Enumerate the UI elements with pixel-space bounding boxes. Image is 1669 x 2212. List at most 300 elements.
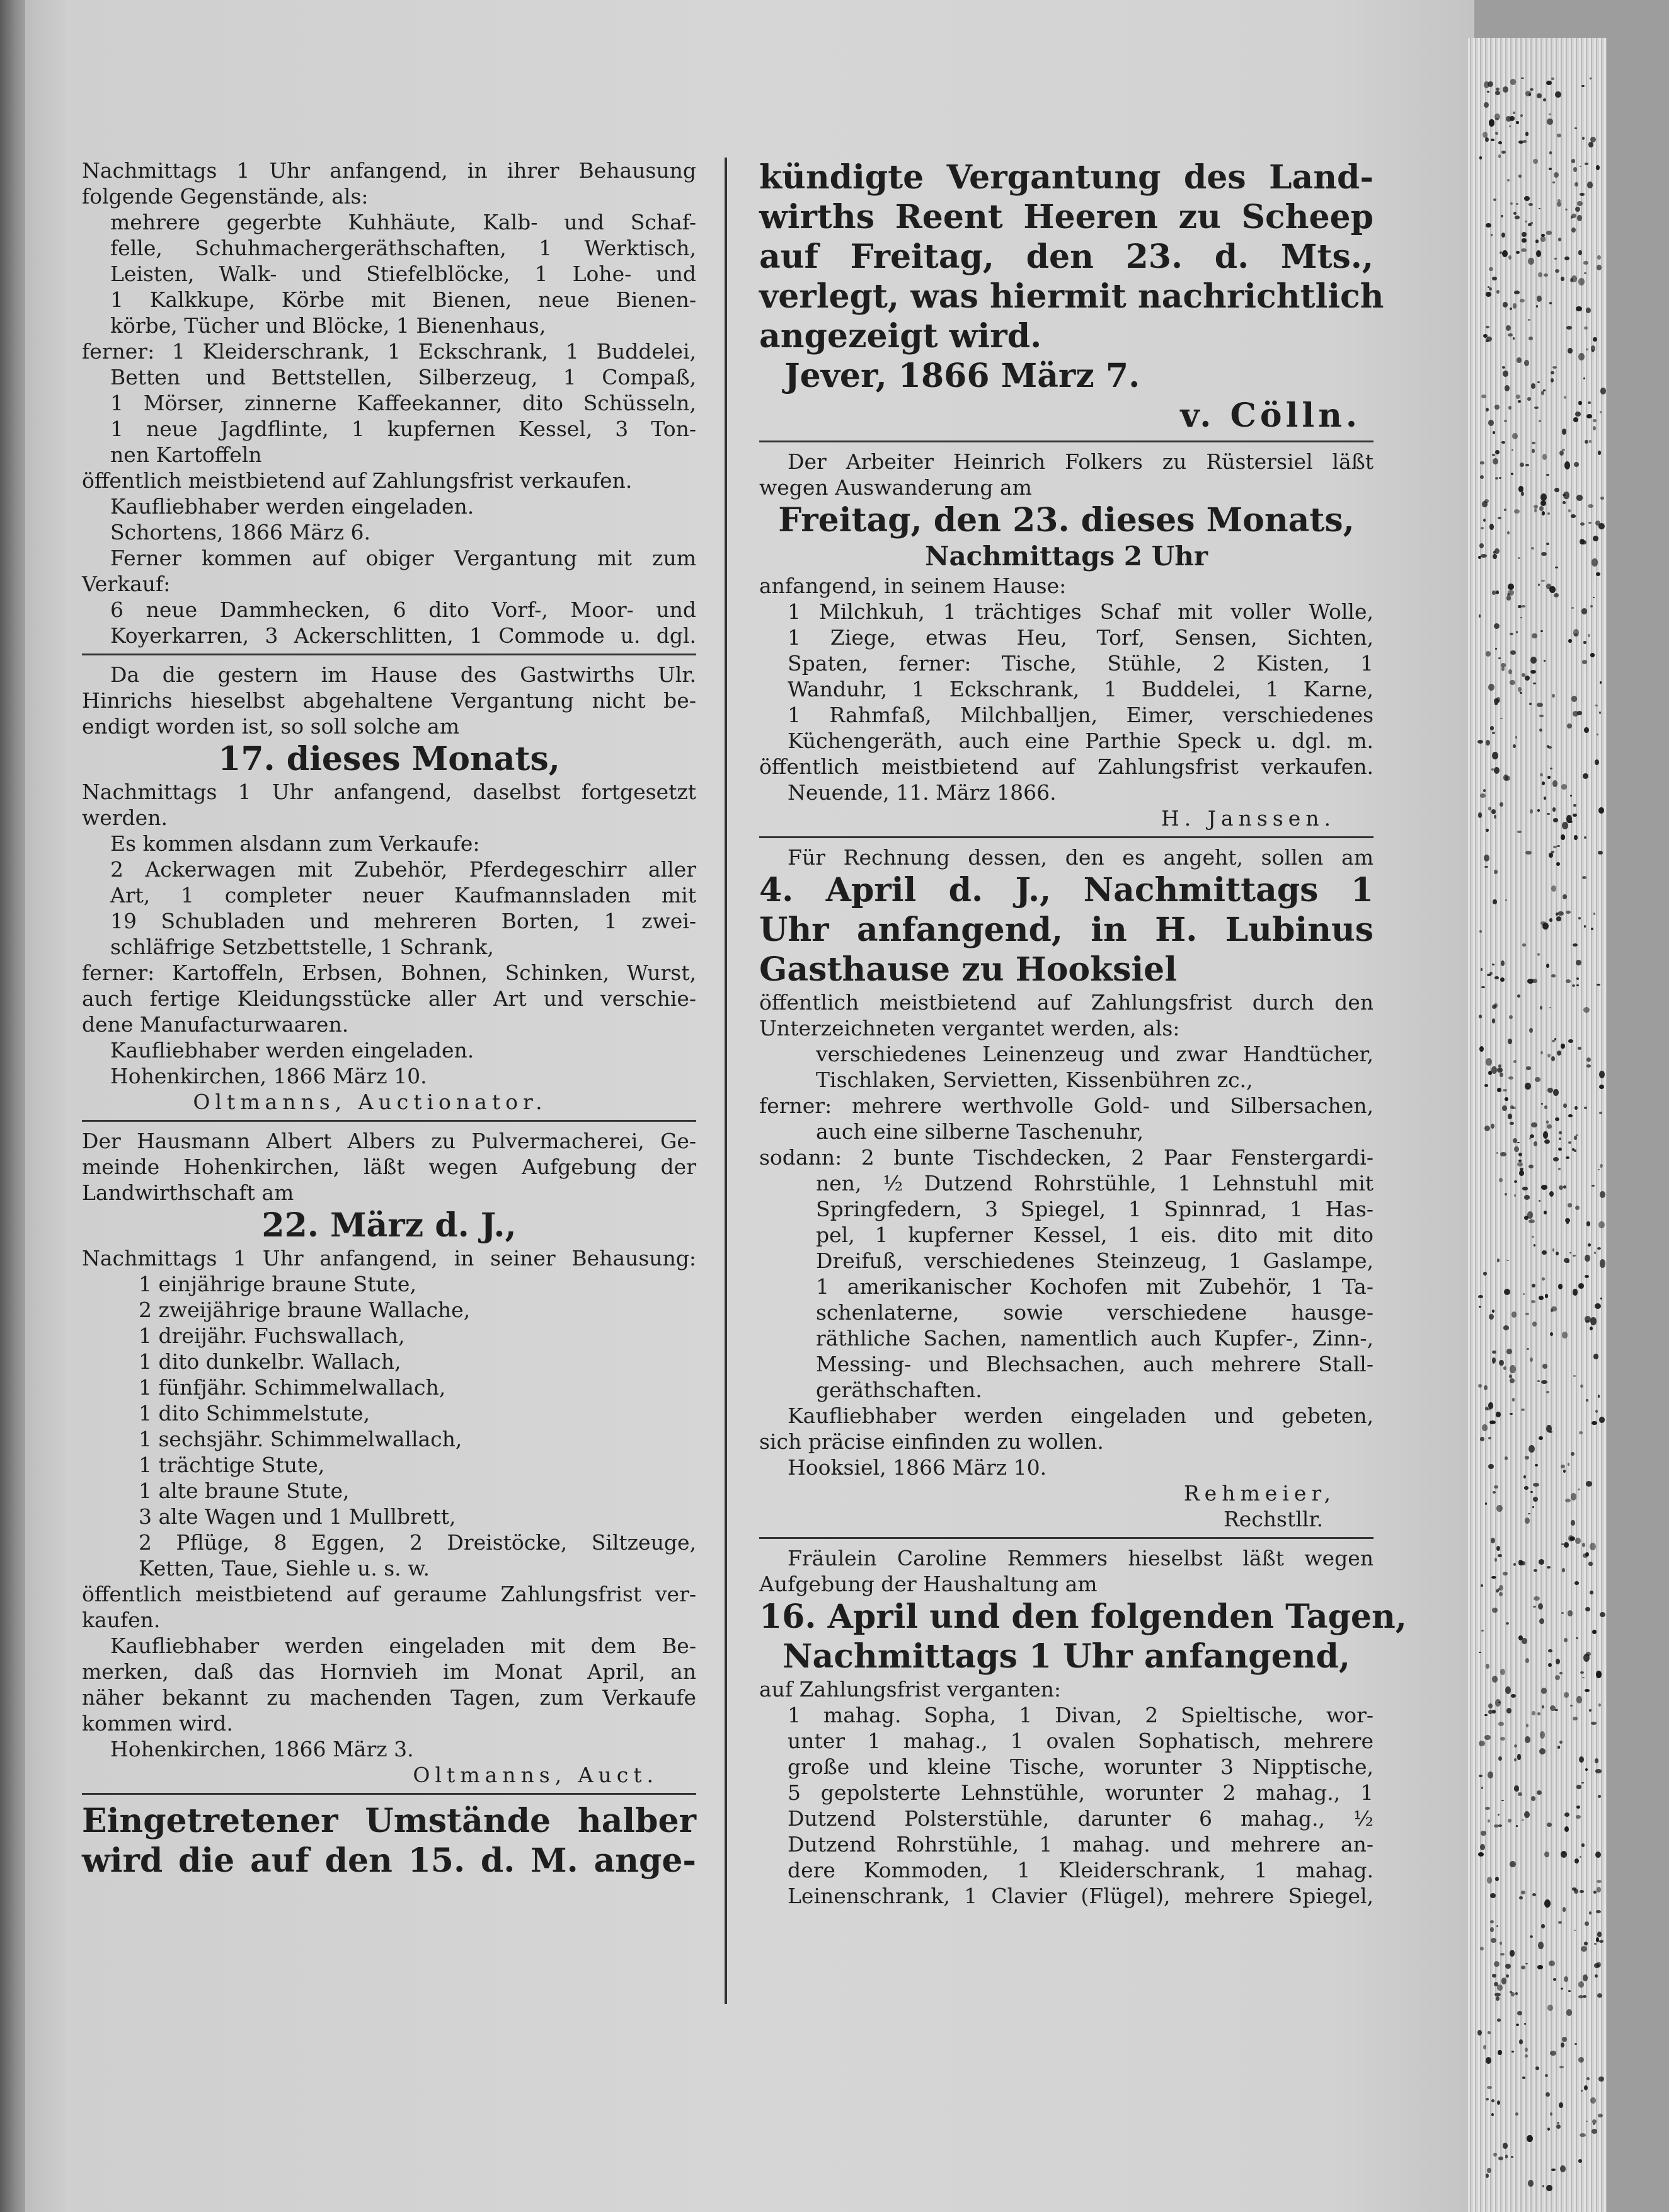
speckle-mark xyxy=(1486,1058,1491,1066)
speckle-mark xyxy=(1541,1924,1544,1928)
ad-headline-line: Uhr anfangend, in H. Lubinus xyxy=(759,911,1374,949)
speckle-mark xyxy=(1600,1164,1603,1168)
speckle-mark xyxy=(1571,1520,1575,1526)
speckle-mark xyxy=(1487,2086,1491,2089)
speckle-mark xyxy=(1532,1236,1534,1238)
speckle-mark xyxy=(1593,536,1598,541)
speckle-mark xyxy=(1525,2054,1528,2058)
speckle-mark xyxy=(1573,814,1577,817)
speckle-mark xyxy=(1486,2098,1489,2100)
speckle-mark xyxy=(1532,979,1537,983)
speckle-mark xyxy=(1551,78,1554,80)
ad-text-line: 19 Schubladen und mehreren Borten, 1 zwei- xyxy=(110,909,696,933)
auction-ad-folkers xyxy=(759,449,1374,831)
ad-text-line: Verkauf: xyxy=(82,572,171,596)
speckle-mark xyxy=(1488,1771,1493,1778)
speckle-mark xyxy=(1499,1360,1503,1366)
speckle-mark xyxy=(1505,1964,1510,1969)
speckle-mark xyxy=(1521,1408,1524,1411)
speckle-mark xyxy=(1525,1456,1529,1459)
speckle-mark xyxy=(1492,752,1498,759)
speckle-mark xyxy=(1559,1741,1563,1744)
speckle-mark xyxy=(1592,558,1598,566)
speckle-mark xyxy=(1574,2043,1577,2045)
speckle-mark xyxy=(1485,137,1488,142)
speckle-mark xyxy=(1586,1221,1590,1226)
speckle-mark xyxy=(1486,2174,1489,2178)
speckle-mark xyxy=(1557,134,1561,137)
speckle-mark xyxy=(1510,1122,1514,1125)
speckle-mark xyxy=(1486,326,1489,328)
speckle-mark xyxy=(1535,2066,1539,2070)
ad-text-line: Landwirthschaft am xyxy=(82,1180,294,1205)
speckle-mark xyxy=(1486,740,1490,746)
speckle-mark xyxy=(1498,1756,1502,1761)
speckle-mark xyxy=(1502,1105,1507,1111)
speckle-mark xyxy=(1554,258,1557,259)
speckle-mark xyxy=(1598,2114,1603,2117)
speckle-mark xyxy=(1584,326,1587,330)
ad-text-line: 1 Mörser, zinnerne Kaffeekanner, dito Schüsseln, xyxy=(110,391,696,415)
speckle-mark xyxy=(1555,91,1561,98)
ad-text-line: Spaten, ferner: Tische, Stühle, 2 Kisten, 1 xyxy=(788,651,1374,676)
speckle-mark xyxy=(1489,119,1494,126)
speckle-mark xyxy=(1540,773,1543,776)
ad-text-line: pel, 1 kupferner Kessel, 1 eis. dito mit dito xyxy=(816,1223,1374,1247)
speckle-mark xyxy=(1584,925,1586,928)
speckle-mark xyxy=(1597,984,1600,986)
speckle-mark xyxy=(1492,1710,1496,1713)
ad-text-line: räthliche Sachen, namentlich auch Kupfer-, Zinn-, xyxy=(816,1326,1374,1351)
ad-text-line: näher bekannt zu machenden Tagen, zum Verkaufe xyxy=(82,1685,696,1710)
ad-text-line: Art, 1 completer neuer Kaufmannsladen mit xyxy=(110,883,696,907)
speckle-mark xyxy=(1595,1303,1601,1309)
ad-headline-line: auf Freitag, den 23. d. Mts., xyxy=(759,238,1374,276)
speckle-mark xyxy=(1495,648,1497,650)
ad-text-line: 1 Rahmfaß, Milchballjen, Eimer, verschiedenes xyxy=(788,703,1374,727)
speckle-mark xyxy=(1596,165,1600,170)
speckle-mark xyxy=(1488,1437,1491,1440)
speckle-mark xyxy=(1503,1089,1506,1092)
ad-text-line: Es kommen alsdann zum Verkaufe: xyxy=(110,831,480,856)
speckle-mark xyxy=(1575,1538,1581,1544)
speckle-mark xyxy=(1496,1412,1501,1417)
speckle-mark xyxy=(1525,91,1531,96)
speckle-mark xyxy=(1578,1981,1584,1987)
speckle-mark xyxy=(1512,433,1518,439)
speckle-mark xyxy=(1556,1252,1559,1255)
speckle-mark xyxy=(1532,1506,1534,1508)
speckle-mark xyxy=(1571,228,1576,233)
speckle-mark xyxy=(1494,870,1498,874)
ad-headline-line: wird die auf den 15. d. M. ange- xyxy=(82,1841,696,1880)
speckle-mark xyxy=(1576,960,1581,965)
speckle-mark xyxy=(1544,1852,1549,1857)
speckle-mark xyxy=(1498,141,1502,144)
ad-text-line: 1 dito dunkelbr. Wallach, xyxy=(139,1349,401,1374)
speckle-mark xyxy=(1586,349,1588,350)
ad-text-line: ferner: mehrere werthvolle Gold- und Silbersachen, xyxy=(759,1093,1374,1118)
speckle-mark xyxy=(1478,556,1481,559)
speckle-mark xyxy=(1541,391,1544,395)
speckle-mark xyxy=(1527,397,1532,401)
speckle-mark xyxy=(1522,673,1525,677)
speckle-mark xyxy=(1586,1652,1591,1656)
speckle-mark xyxy=(1528,2180,1534,2186)
speckle-mark xyxy=(1520,463,1524,467)
speckle-mark xyxy=(1542,1250,1547,1255)
ad-text-line: 2 zweijährige braune Wallache, xyxy=(139,1298,471,1322)
speckle-mark xyxy=(1488,2031,1491,2034)
speckle-mark xyxy=(1563,492,1569,500)
ad-text-line: nen, ½ Dutzend Rohrstühle, 1 Lehnstuhl mit xyxy=(816,1171,1374,1195)
speckle-mark xyxy=(1478,1295,1483,1298)
speckle-mark xyxy=(1568,1463,1570,1466)
speckle-mark xyxy=(1573,943,1578,947)
speckle-mark xyxy=(1599,1071,1605,1078)
speckle-mark xyxy=(1597,255,1601,260)
ad-text-line: dene Manufacturwaaren. xyxy=(82,1012,349,1037)
speckle-mark xyxy=(1590,653,1595,657)
ad-text-line: Nachmittags 1 Uhr anfangend, in ihrer Behausung xyxy=(82,158,696,183)
speckle-mark xyxy=(1517,2011,1522,2015)
speckle-mark xyxy=(1574,835,1577,840)
speckle-mark xyxy=(1559,2102,1563,2107)
speckle-mark xyxy=(1518,557,1520,559)
speckle-mark xyxy=(1518,141,1523,144)
speckle-mark xyxy=(1501,215,1503,218)
speckle-mark xyxy=(1538,1603,1543,1610)
ad-text-line: 1 Milchkuh, 1 trächtiges Schaf mit voller Wolle, xyxy=(788,599,1374,624)
speckle-mark xyxy=(1562,822,1568,829)
speckle-mark xyxy=(1568,1141,1571,1143)
speckle-mark xyxy=(1488,420,1494,426)
ad-headline-line: Gasthause zu Hooksiel xyxy=(759,950,1177,989)
speckle-mark xyxy=(1597,1880,1602,1883)
speckle-mark xyxy=(1510,1365,1516,1373)
speckle-mark xyxy=(1529,1138,1531,1139)
ad-text-line: auch eine silberne Taschenuhr, xyxy=(816,1119,1144,1144)
speckle-mark xyxy=(1516,395,1520,399)
ad-signature: Oltmanns, Auctionator. xyxy=(193,1090,548,1114)
speckle-mark xyxy=(1547,1566,1551,1569)
speckle-mark xyxy=(1594,1943,1597,1945)
speckle-mark xyxy=(1540,1006,1542,1010)
speckle-mark xyxy=(1501,960,1505,965)
speckle-mark xyxy=(1480,793,1486,798)
speckle-mark xyxy=(1592,1421,1597,1426)
speckle-mark xyxy=(1568,1610,1573,1616)
speckle-mark xyxy=(1484,1126,1490,1131)
speckle-mark xyxy=(1510,680,1515,684)
speckle-mark xyxy=(1500,977,1505,982)
speckle-mark xyxy=(1559,1131,1561,1134)
ad-text-line: Leisten, Walk- und Stiefelblöcke, 1 Lohe- und xyxy=(110,262,696,286)
speckle-mark xyxy=(1481,1831,1486,1836)
ad-text-line: 2 Pflüge, 8 Eggen, 2 Dreistöcke, Siltzeuge, xyxy=(139,1530,696,1555)
ad-time-heading: Nachmittags 1 Uhr anfangend, xyxy=(783,1637,1350,1676)
speckle-mark xyxy=(1492,590,1496,595)
speckle-mark xyxy=(1541,1185,1547,1190)
speckle-mark xyxy=(1527,1348,1529,1350)
speckle-mark xyxy=(1557,1051,1561,1056)
speckle-mark xyxy=(1500,1953,1504,1956)
speckle-mark xyxy=(1581,1843,1585,1847)
speckle-mark xyxy=(1600,411,1602,413)
speckle-mark xyxy=(1541,234,1545,237)
column-divider xyxy=(725,158,727,2004)
ad-text-line: kaufen. xyxy=(82,1608,161,1632)
speckle-mark xyxy=(1550,2051,1556,2056)
speckle-mark xyxy=(1489,267,1493,272)
speckle-mark xyxy=(1507,593,1510,596)
ad-text-line: Da die gestern im Hause des Gastwirths Ulr. xyxy=(110,662,696,687)
ad-text-line: Ketten, Taue, Siehle u. s. w. xyxy=(139,1556,430,1581)
speckle-mark xyxy=(1547,118,1552,125)
speckle-mark xyxy=(1481,986,1485,989)
ad-text-line: 6 neue Dammhecken, 6 dito Vorf-, Moor- und xyxy=(110,597,696,622)
ad-text-line: meinde Hohenkirchen, läßt wegen Aufgebung der xyxy=(82,1155,696,1179)
speckle-mark xyxy=(1555,269,1559,273)
ad-text-line: verschiedenes Leinenzeug und zwar Handtücher, xyxy=(816,1042,1374,1066)
speckle-mark xyxy=(1510,1861,1516,1867)
ad-text-line: endigt worden ist, so soll solche am xyxy=(82,714,460,739)
speckle-mark xyxy=(1555,567,1558,568)
speckle-mark xyxy=(1503,775,1508,780)
speckle-mark xyxy=(1556,2124,1561,2129)
speckle-mark xyxy=(1539,1748,1546,1754)
speckle-mark xyxy=(1596,572,1600,576)
speckle-mark xyxy=(1499,1178,1503,1182)
ad-text-line: unter 1 mahag., 1 ovalen Sophatisch, mehrere xyxy=(788,1729,1374,1753)
ad-text-line: 1 fünfjähr. Schimmelwallach, xyxy=(139,1375,446,1400)
speckle-mark xyxy=(1491,1938,1496,1942)
ad-signature-title: Rechstllr. xyxy=(1223,1507,1323,1531)
ad-text-line: schenlaterne, sowie verschiedene hausge- xyxy=(816,1300,1374,1325)
ad-separator xyxy=(759,836,1374,838)
ad-date-heading: Freitag, den 23. dieses Monats, xyxy=(778,501,1355,539)
speckle-mark xyxy=(1555,1675,1560,1680)
speckle-mark xyxy=(1520,692,1522,693)
speckle-mark xyxy=(1593,419,1597,422)
speckle-mark xyxy=(1590,1317,1597,1325)
speckle-mark xyxy=(1546,1425,1551,1432)
speckle-mark xyxy=(1515,736,1518,739)
speckle-mark xyxy=(1492,454,1495,456)
speckle-mark xyxy=(1568,509,1571,512)
ad-text-line: Für Rechnung dessen, den es angeht, sollen am xyxy=(788,845,1374,870)
book-binding xyxy=(0,0,25,2212)
speckle-mark xyxy=(1529,703,1532,705)
ad-headline-line: Eingetretener Umstände halber xyxy=(82,1802,696,1840)
ad-text-line: ferner: Kartoffeln, Erbsen, Bohnen, Schinken, Wurst, xyxy=(82,960,696,985)
speckle-mark xyxy=(1592,350,1594,352)
ad-text-line: 1 Kalkkupe, Körbe mit Bienen, neue Bienen- xyxy=(110,287,696,312)
speckle-mark xyxy=(1589,440,1592,443)
ad-text-line: Hohenkirchen, 1866 März 10. xyxy=(110,1064,427,1088)
ad-text-line: Fräulein Caroline Remmers hieselbst läßt wegen xyxy=(788,1546,1374,1570)
ad-headline-line: 4. April d. J., Nachmittags 1 xyxy=(759,871,1374,909)
ad-text-line: merken, daß das Hornvieh im Monat April, an xyxy=(82,1659,696,1684)
speckle-mark xyxy=(1532,1284,1535,1287)
speckle-mark xyxy=(1533,1483,1539,1487)
speckle-mark xyxy=(1491,1538,1495,1543)
ad-text-line: wegen Auswanderung am xyxy=(759,475,1032,500)
speckle-mark xyxy=(1532,1322,1536,1327)
ad-date-heading: 16. April und den folgenden Tagen, xyxy=(759,1598,1407,1636)
speckle-mark xyxy=(1571,696,1577,701)
speckle-mark xyxy=(1600,1191,1605,1198)
speckle-mark xyxy=(1489,1314,1494,1320)
speckle-mark xyxy=(1561,1612,1564,1614)
ad-text-line: dere Kommoden, 1 Kleiderschrank, 1 mahag. xyxy=(788,1858,1374,1882)
speckle-mark xyxy=(1496,1505,1503,1512)
speckle-mark xyxy=(1503,371,1508,377)
auction-ad-schortens xyxy=(82,158,696,648)
speckle-mark xyxy=(1539,1200,1540,1202)
ad-text-line: Leinenschrank, 1 Clavier (Flügel), mehrere Spiegel, xyxy=(788,1884,1374,1908)
speckle-mark xyxy=(1541,1688,1547,1694)
speckle-mark xyxy=(1563,501,1566,505)
speckle-mark xyxy=(1501,663,1506,667)
speckle-mark xyxy=(1480,1947,1483,1950)
speckle-mark xyxy=(1564,1826,1569,1832)
speckle-mark xyxy=(1596,1671,1602,1678)
ad-text-line: Schortens, 1866 März 6. xyxy=(110,520,371,544)
speckle-mark xyxy=(1491,1576,1496,1579)
speckle-mark xyxy=(1525,1313,1529,1315)
speckle-mark xyxy=(1531,383,1535,389)
speckle-mark xyxy=(1503,302,1508,307)
speckle-mark xyxy=(1590,78,1592,79)
ad-text-line: Springfedern, 3 Spiegel, 1 Spinnrad, 1 Has- xyxy=(816,1197,1374,1221)
speckle-mark xyxy=(1568,348,1573,354)
speckle-mark xyxy=(1537,1965,1544,1969)
speckle-mark xyxy=(1532,449,1535,453)
speckle-mark xyxy=(1598,2077,1603,2082)
speckle-mark xyxy=(1592,1185,1595,1187)
speckle-mark xyxy=(1544,274,1548,277)
speckle-mark xyxy=(1579,1431,1583,1434)
speckle-mark xyxy=(1558,1921,1561,1924)
speckle-mark xyxy=(1576,1785,1581,1789)
ad-text-line: anfangend, in seinem Hause: xyxy=(759,573,1067,598)
speckle-mark xyxy=(1490,1893,1496,1898)
speckle-mark xyxy=(1585,1921,1589,1927)
speckle-mark xyxy=(1586,2077,1590,2080)
speckle-mark xyxy=(1503,2143,1508,2149)
speckle-mark xyxy=(1496,590,1499,594)
ad-text-line: Tischlaken, Servietten, Kissenbühren zc., xyxy=(816,1068,1253,1092)
speckle-mark xyxy=(1578,2159,1582,2163)
ad-headline-line: kündigte Vergantung des Land- xyxy=(759,158,1374,197)
ad-separator xyxy=(82,1120,696,1122)
speckle-mark xyxy=(1501,233,1505,238)
ad-separator xyxy=(759,441,1374,442)
speckle-mark xyxy=(1544,1105,1547,1109)
speckle-mark xyxy=(1600,388,1606,395)
speckle-mark xyxy=(1583,1995,1586,1998)
speckle-mark xyxy=(1482,1424,1488,1431)
speckle-mark xyxy=(1489,1420,1496,1424)
speckle-mark xyxy=(1583,641,1586,644)
speckle-mark xyxy=(1494,767,1500,774)
speckle-mark xyxy=(1494,1993,1501,1996)
speckle-mark xyxy=(1503,1572,1508,1575)
speckle-mark xyxy=(1514,1785,1520,1791)
speckle-mark xyxy=(1564,1692,1569,1697)
ad-text-line: werden. xyxy=(82,805,168,830)
speckle-mark xyxy=(1573,1717,1578,1720)
ad-text-line: öffentlich meistbietend auf Zahlungsfrist verkaufen. xyxy=(759,754,1374,779)
speckle-mark xyxy=(1553,818,1558,822)
notice-ad-postponement xyxy=(82,1801,696,1881)
speckle-mark xyxy=(1491,2113,1494,2116)
speckle-mark xyxy=(1588,634,1590,637)
speckle-mark xyxy=(1539,729,1542,732)
speckle-mark xyxy=(1492,1974,1496,1978)
speckle-mark xyxy=(1591,1722,1596,1725)
speckle-mark xyxy=(1564,1976,1568,1981)
auction-ad-albers xyxy=(82,1128,696,1788)
speckle-mark xyxy=(1530,657,1537,664)
ad-text-line: Dutzend Rohrstühle, 1 mahag. und mehrere an- xyxy=(788,1832,1374,1857)
speckle-mark xyxy=(1552,366,1557,369)
speckle-mark xyxy=(1497,1088,1501,1092)
speckle-mark xyxy=(1513,212,1517,215)
speckle-mark xyxy=(1522,605,1525,608)
speckle-mark xyxy=(1533,159,1538,164)
speckle-mark xyxy=(1492,277,1496,281)
speckle-mark xyxy=(1487,2168,1491,2173)
ad-text-line: auf Zahlungsfrist verganten: xyxy=(759,1677,1061,1702)
speckle-mark xyxy=(1568,1203,1572,1207)
ad-text-line: 1 Ziege, etwas Heu, Torf, Sensen, Sichten, xyxy=(788,625,1374,650)
ad-text-line: Unterzeichneten vergantet werden, als: xyxy=(759,1016,1180,1040)
speckle-mark xyxy=(1586,414,1592,418)
speckle-mark xyxy=(1486,223,1491,228)
ad-text-line: Dutzend Polsterstühle, darunter 6 mahag., ½ xyxy=(788,1806,1374,1831)
speckle-mark xyxy=(1513,337,1515,340)
speckle-mark xyxy=(1535,239,1539,243)
speckle-mark xyxy=(1584,2085,1588,2090)
ad-text-line: körbe, Tücher und Blöcke, 1 Bienenhaus, xyxy=(110,313,546,338)
speckle-mark xyxy=(1516,121,1518,124)
speckle-mark xyxy=(1498,2050,1502,2055)
ad-date-heading: 17. dieses Monats, xyxy=(218,740,560,778)
speckle-mark xyxy=(1598,451,1602,455)
speckle-mark xyxy=(1496,1589,1499,1593)
speckle-mark xyxy=(1566,1156,1569,1159)
speckle-mark xyxy=(1548,1649,1552,1652)
speckle-mark xyxy=(1556,1659,1560,1664)
speckle-mark xyxy=(1552,780,1557,787)
speckle-mark xyxy=(1493,2153,1496,2157)
speckle-mark xyxy=(1544,1211,1547,1214)
speckle-mark xyxy=(1589,1911,1592,1915)
speckle-mark xyxy=(1509,1015,1513,1020)
ad-text-line: Hooksiel, 1866 März 10. xyxy=(788,1455,1047,1480)
speckle-mark xyxy=(1562,1332,1568,1339)
left-column xyxy=(82,158,696,1881)
ad-text-line: mehrere gegerbte Kuhhäute, Kalb- und Schaf- xyxy=(110,210,696,234)
speckle-mark xyxy=(1493,458,1498,464)
speckle-mark xyxy=(1540,630,1543,632)
speckle-mark xyxy=(1535,1077,1540,1082)
speckle-mark xyxy=(1576,495,1583,500)
speckle-mark xyxy=(1485,1807,1489,1810)
speckle-mark xyxy=(1528,203,1534,206)
